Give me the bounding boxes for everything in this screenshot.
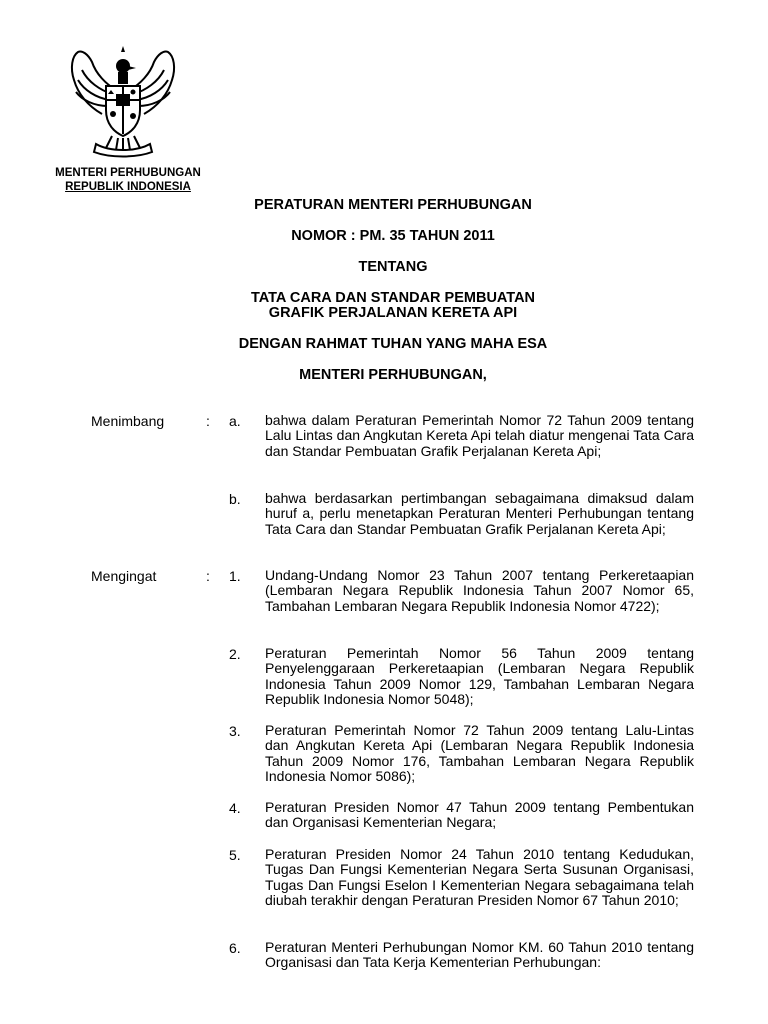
recalling-colon: : (206, 568, 210, 584)
recalling-item-2: Peraturan Pemerintah Nomor 56 Tahun 2009 tentang Penyelenggaraan Perkeretaapian (Lembaran Negara Republik Indonesia Tahun 2009 Nomor 129, Tambahan Lembaran Negara Republik Indonesia Nomor 5048); (265, 645, 694, 708)
invocation: DENGAN RAHMAT TUHAN YANG MAHA ESA (238, 336, 548, 352)
list-marker: 3. (229, 723, 241, 739)
list-marker: 5. (229, 847, 241, 863)
country-name: REPUBLIK INDONESIA (65, 181, 191, 193)
regulation-title: PERATURAN MENTERI PERHUBUNGAN (254, 197, 532, 213)
subject-line-2: GRAFIK PERJALANAN KERETA API (268, 305, 518, 321)
list-marker: 1. (229, 568, 241, 584)
considering-item-b: bahwa berdasarkan pertimbangan sebagaimana dimaksud dalam huruf a, perlu menetapkan Peraturan Menteri Perhubungan tentang Tata Cara dan Standar Pembuatan Grafik Perjalanan Kereta Api; (265, 490, 694, 537)
about-heading: TENTANG (358, 259, 428, 275)
recalling-item-3: Peraturan Pemerintah Nomor 72 Tahun 2009 tentang Lalu-Lintas dan Angkutan Kereta Api (Lembaran Negara Republik Indonesia Tahun 2009 Nomor 176, Tambahan Lembaran Negara Republik Indonesia Nomor 5086); (265, 722, 694, 785)
ministry-header (49, 166, 207, 194)
list-marker: 2. (229, 646, 241, 662)
list-marker: a. (229, 413, 241, 429)
recalling-item-5: Peraturan Presiden Nomor 24 Tahun 2010 tentang Kedudukan, Tugas Dan Fungsi Kementerian Negara Serta Susunan Organisasi, Tugas Dan Fungsi Eselon I Kementerian Negara sebagaimana telah diubah terakhir dengan Peraturan Presiden Nomor 67 Tahun 2010; (265, 846, 694, 909)
recalling-item-6: Peraturan Menteri Perhubungan Nomor KM. 60 Tahun 2010 tentang Organisasi dan Tata Kerja Kementerian Perhubungan: (265, 939, 694, 971)
list-marker: 4. (229, 800, 241, 816)
issuer-heading: MENTERI PERHUBUNGAN, (299, 367, 487, 383)
ministry-name: MENTERI PERHUBUNGAN (55, 167, 201, 179)
recalling-item-1: Undang-Undang Nomor 23 Tahun 2007 tentang Perkeretaapian (Lembaran Negara Republik Indonesia Tahun 2007 Nomor 65, Tambahan Lembaran Negara Republik Indonesia Nomor 4722); (265, 567, 694, 614)
recalling-label: Mengingat (91, 568, 157, 584)
considering-colon: : (206, 413, 210, 429)
regulation-number: NOMOR : PM. 35 TAHUN 2011 (291, 228, 495, 244)
garuda-emblem-icon (66, 44, 180, 160)
subject-line-1: TATA CARA DAN STANDAR PEMBUATAN (250, 290, 536, 306)
recalling-item-4: Peraturan Presiden Nomor 47 Tahun 2009 tentang Pembentukan dan Organisasi Kementerian Negara; (265, 799, 694, 831)
list-marker: b. (229, 491, 241, 507)
considering-label: Menimbang (91, 413, 165, 429)
list-marker: 6. (229, 940, 241, 956)
considering-item-a: bahwa dalam Peraturan Pemerintah Nomor 72 Tahun 2009 tentang Lalu Lintas dan Angkutan Kereta Api telah diatur mengenai Tata Cara dan Standar Pembuatan Grafik Perjalanan Kereta Api; (265, 412, 694, 459)
